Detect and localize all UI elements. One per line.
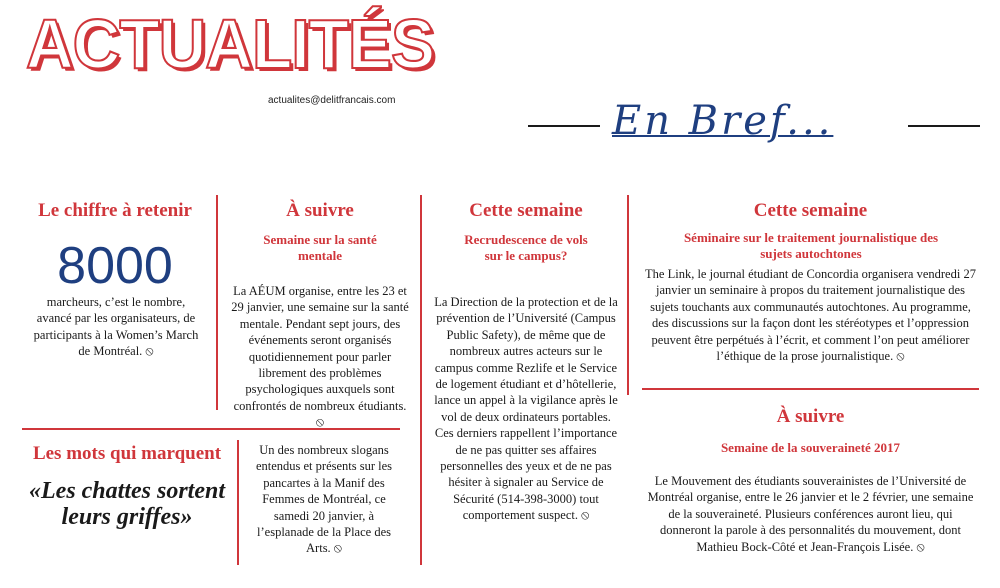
featured-quote: «Les chattes sortent leurs griffes»: [29, 478, 225, 530]
brief-rule-right: [908, 125, 980, 127]
semaine-heading: Cette semaine: [469, 200, 583, 221]
souverainete-subheading: Semaine de la souveraineté 2017: [720, 440, 901, 455]
semaine-subheading: Recrudescence de vols sur le campus?: [464, 232, 588, 263]
souverainete-text: Le Mouvement des étudiants souverainistes de l’Université de Montréal organise, entre le 26 janvier et le 2 février, une semaine de la souveraineté. Plusieurs conférences auront lieu, qui donneront la parole à des personnalités du mouvement, dont Mathieu Bock-Côté et Jean-François Lisée. ⦸: [647, 474, 974, 554]
seminaire-subheading: Séminaire sur le traitement journalistique des sujets autochtones: [683, 230, 939, 261]
column-divider: [237, 440, 239, 565]
seminaire-heading: Cette semaine: [753, 200, 868, 221]
souverainete-heading: À suivre: [776, 406, 845, 427]
suivre-text: La AÉUM organise, entre les 23 et 29 janvier, une semaine sur la santé mentale. Pendant sept jours, des événements seront organisés quotidiennement pour parler librement des problèmes psychologiques auxquels sont confrontés de nombreux étudiants. ⦸: [231, 284, 409, 430]
column-divider: [627, 195, 629, 395]
section-title: En Bref...: [612, 98, 834, 144]
masthead-title: ACTUALITÉS: [26, 5, 434, 83]
column-divider: [420, 195, 422, 565]
column-divider: [216, 195, 218, 410]
mots-text: Un des nombreux slogans entendus et présents sur les pancartes à la Manif des Femmes de Montréal, ce samedi 20 janvier, à l’esplanade de la Place des Arts. ⦸: [255, 443, 393, 556]
row-divider: [642, 388, 979, 390]
seminaire-text: The Link, le journal étudiant de Concordia organisera vendredi 27 janvier un seminaire à propos du traitement journalistique des sujets touchants aux communautés autochtones. Au programme, des discussions sur la façon dont les stéréotypes et l’oppression peuvent être perpétués à l’écrit, et comment l’on peut améliorer l’éthique de la prose journalistique. ⦸: [645, 267, 976, 364]
suivre-subheading: Semaine sur la santé mentale: [263, 232, 377, 263]
chiffre-text: marcheurs, c’est le nombre, avancé par les organisateurs, de participants à la Women’s March de Montréal. ⦸: [33, 295, 199, 359]
chiffre-heading: Le chiffre à retenir: [38, 200, 192, 221]
contact-email: actualites@delitfrancais.com: [268, 95, 396, 106]
brief-rule-left: [528, 125, 600, 127]
suivre-heading: À suivre: [286, 200, 354, 221]
semaine-text: La Direction de la protection et de la prévention de l’Université (Campus Public Safety), de même que de nombreux autres acteurs sur le campus comme Rezlife et le Service de logement étudiant et d’hôtellerie, lance un appel à la vigilance après le vol de deux ordinateurs portables. Ces derniers rappellent l’importance de ne pas quitter ses affaires personnelles des yeux et de ne pas hésiter à signaler au Service de Sécurité (514-398-3000) tout comportement suspect. ⦸: [434, 295, 618, 523]
key-number: 8000: [57, 237, 173, 295]
mots-heading: Les mots qui marquent: [32, 443, 222, 464]
